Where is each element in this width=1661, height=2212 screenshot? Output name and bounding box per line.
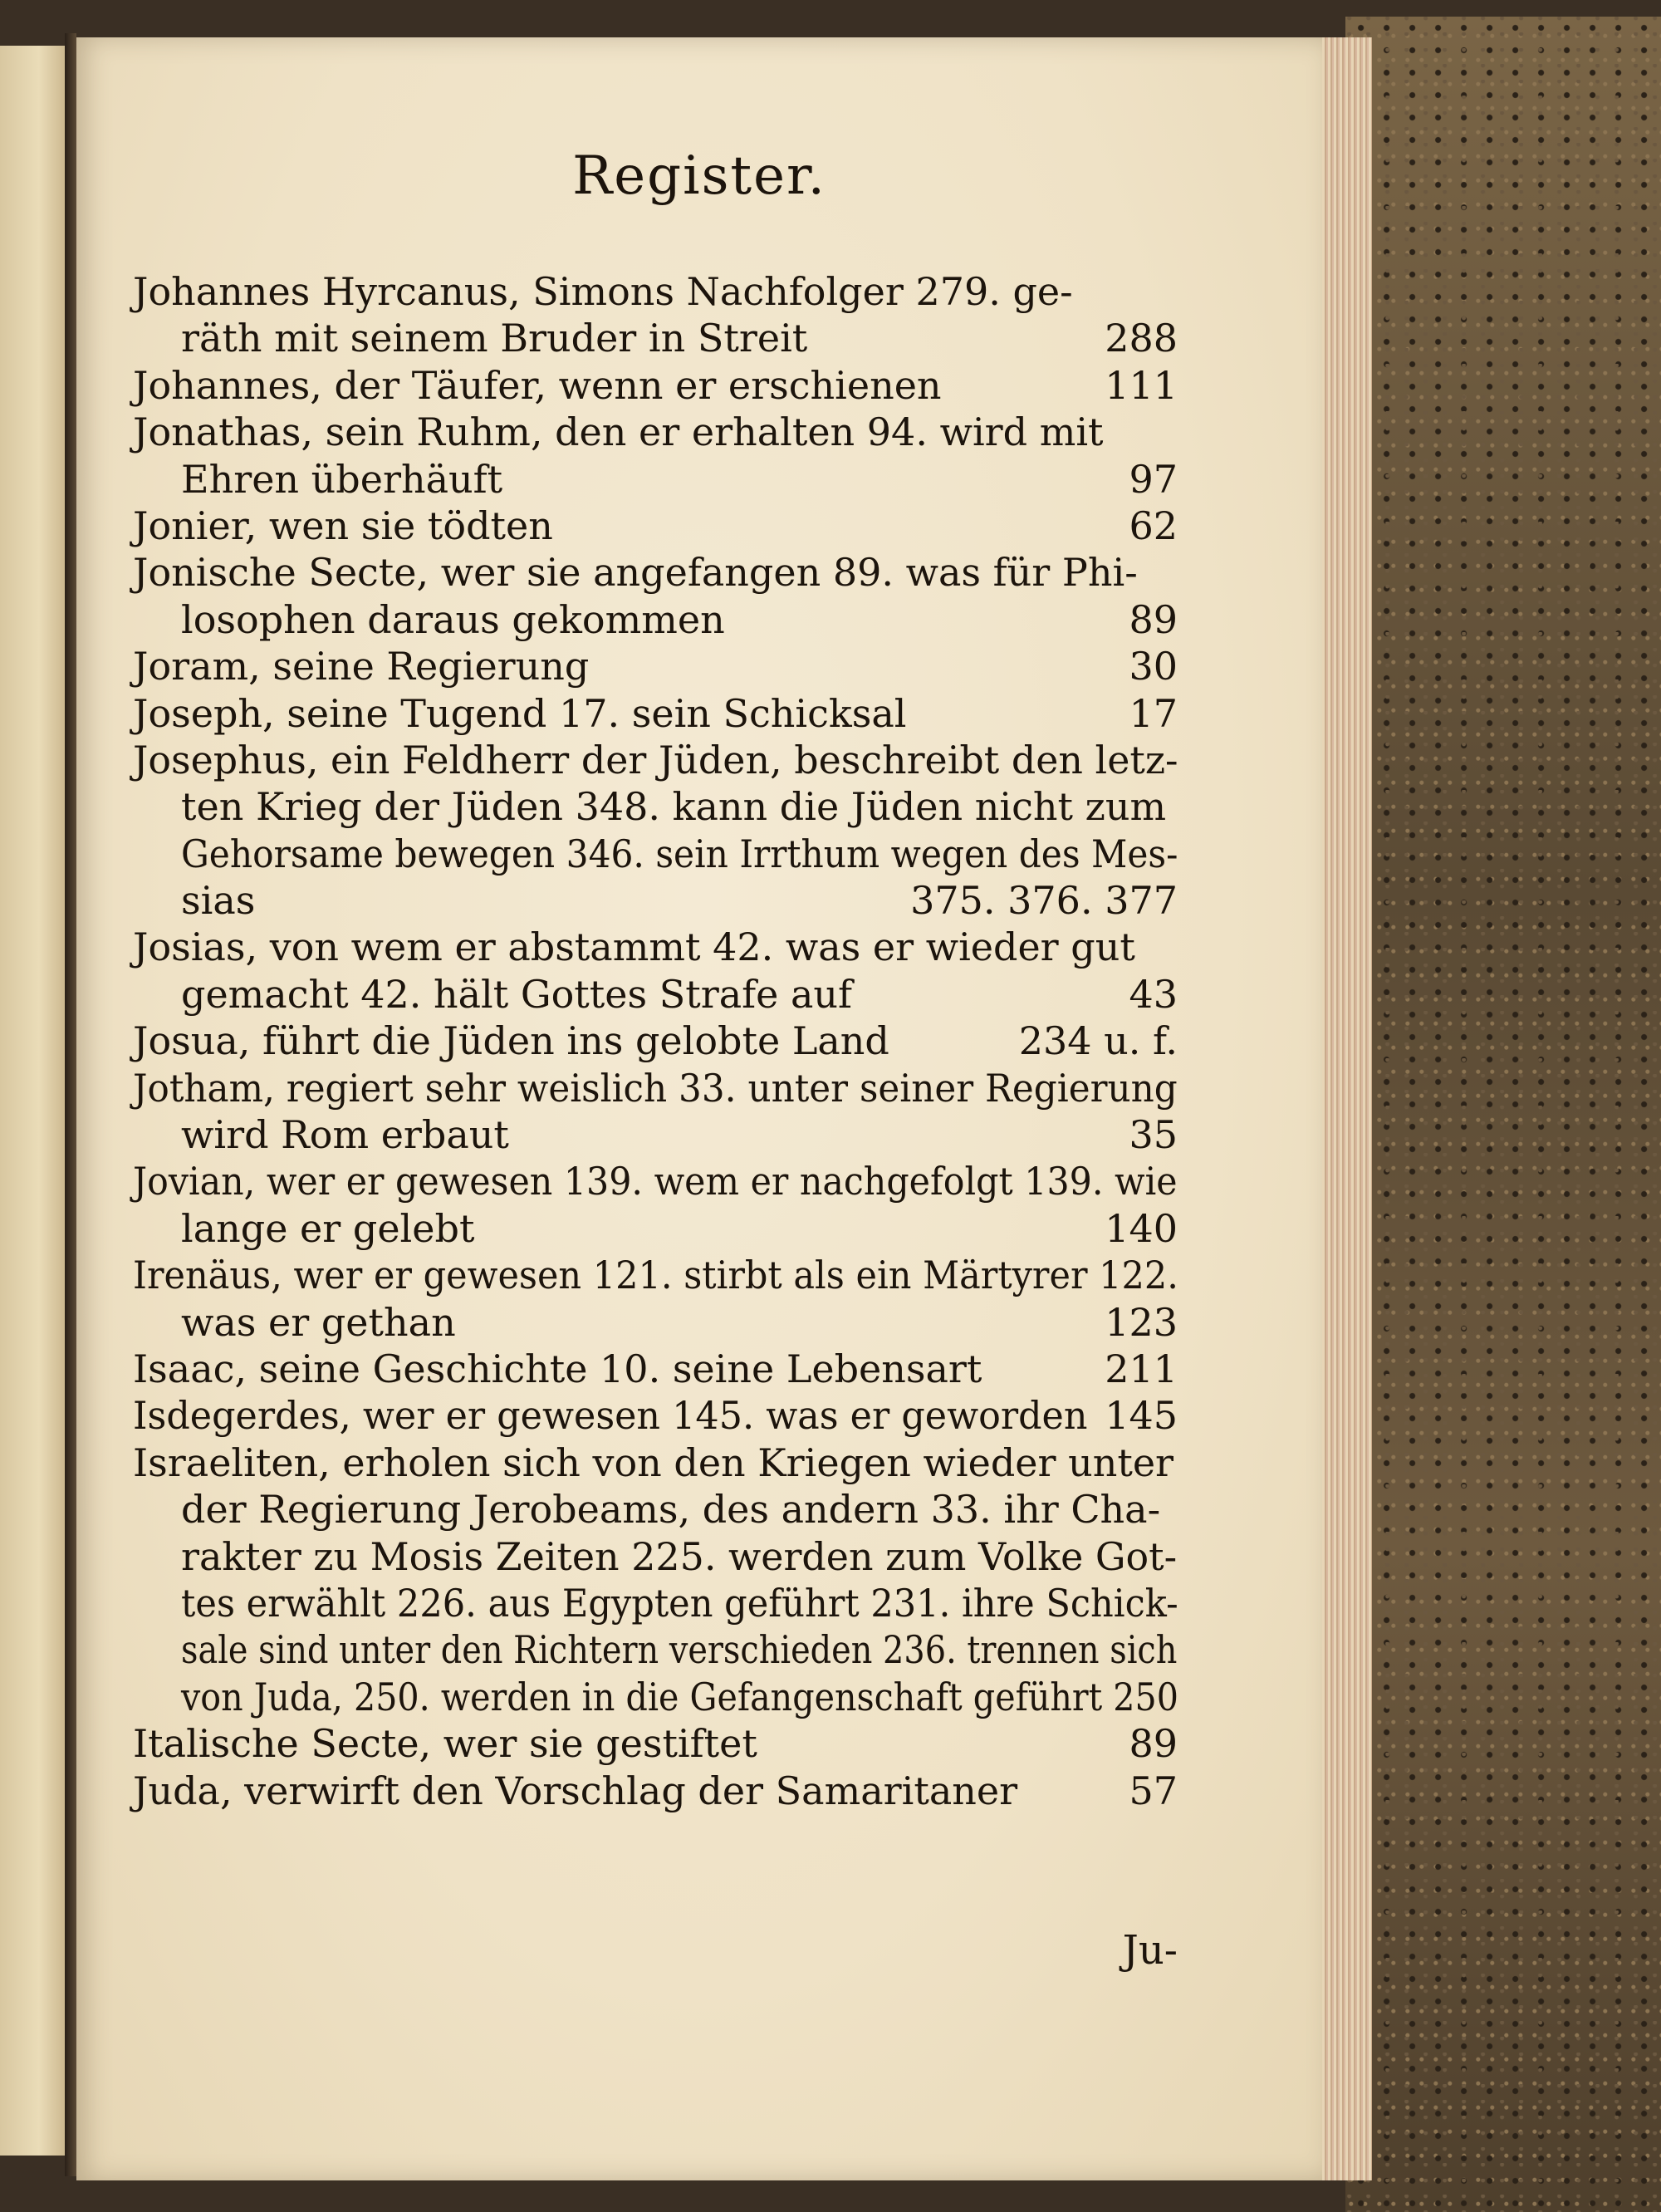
page-reference: 234 u. f. <box>1018 1018 1178 1064</box>
entry-text: Josias, von wem er abstammt 42. was er wieder gut <box>133 925 1135 970</box>
register-line <box>133 1252 1178 1298</box>
entry-text: Isdegerdes, wer er gewesen 145. was er geworden <box>133 1393 1088 1439</box>
register-line <box>133 1674 1178 1720</box>
running-head: Register. <box>572 145 826 207</box>
entry-text: lange er gelebt <box>181 1205 475 1251</box>
register-line <box>133 877 1178 924</box>
entry-text: Italische Secte, wer sie gestiftet <box>133 1721 757 1767</box>
register-line <box>133 596 1178 643</box>
entry-text: Joram, seine Regierung <box>133 644 590 689</box>
entry-text: Isaac, seine Geschichte 10. seine Lebensart <box>133 1346 982 1391</box>
entry-text: Jonische Secte, wer sie angefangen 89. was für Phi- <box>133 550 1138 596</box>
register-line <box>133 1486 1178 1533</box>
page-reference: 43 <box>1129 971 1178 1017</box>
page-reference: 145 <box>1105 1393 1178 1439</box>
register-line <box>133 549 1178 596</box>
register-line <box>133 503 1178 549</box>
register-line <box>133 1626 1178 1673</box>
register-line <box>133 268 1178 315</box>
entry-text: wird Rom erbaut <box>181 1112 509 1158</box>
register-entries <box>133 268 1178 1814</box>
catchword: Ju- <box>1122 1927 1178 1974</box>
register-line <box>133 1111 1178 1158</box>
register-line <box>133 409 1178 455</box>
register-line <box>133 1018 1178 1064</box>
register-line <box>133 783 1178 830</box>
register-line <box>133 690 1178 737</box>
register-line <box>133 456 1178 503</box>
entry-text: ten Krieg der Jüden 348. kann die Jüden nicht zum <box>181 784 1167 830</box>
page-reference: 123 <box>1105 1299 1178 1345</box>
entry-text: gemacht 42. hält Gottes Strafe auf <box>181 971 853 1017</box>
register-line <box>133 1158 1178 1204</box>
register-line <box>133 1533 1178 1580</box>
register-line <box>133 831 1178 877</box>
entry-text: Juda, verwirft den Vorschlag der Samaritaner <box>133 1768 1018 1813</box>
entry-text: Irenäus, wer er gewesen 121. stirbt als ein Märtyrer 122. <box>133 1253 1178 1298</box>
register-line <box>133 1299 1178 1346</box>
register-line <box>133 1346 1178 1392</box>
register-line <box>133 1768 1178 1814</box>
entry-text: tes erwählt 226. aus Egypten geführt 231. ihre Schick- <box>181 1580 1178 1626</box>
entry-text: Josephus, ein Feldherr der Jüden, beschreibt den letz- <box>133 737 1178 782</box>
page-reference: 211 <box>1105 1346 1178 1391</box>
page-edges <box>1320 37 1372 2180</box>
register-line <box>133 1580 1178 1626</box>
entry-text: Jotham, regiert sehr weislich 33. unter seiner Regierung <box>133 1065 1178 1111</box>
marbled-cover <box>1345 17 1661 2212</box>
entry-text: Johannes Hyrcanus, Simons Nachfolger 279. ge- <box>133 269 1073 314</box>
entry-text: Jonathas, sein Ruhm, den er erhalten 94. wird mit <box>133 410 1104 455</box>
entry-text: Gehorsame bewegen 346. sein Irrthum wegen des Mes- <box>181 831 1178 876</box>
register-line <box>133 1205 1178 1252</box>
page-reference: 62 <box>1129 503 1178 548</box>
entry-text: Israeliten, erholen sich von den Kriegen wieder unter <box>133 1440 1174 1485</box>
entry-text: von Juda, 250. werden in die Gefangenschaft geführt 250 <box>181 1674 1178 1719</box>
register-line <box>133 1440 1178 1486</box>
register-line <box>133 924 1178 970</box>
page-reference: 89 <box>1129 1721 1178 1767</box>
register-line <box>133 737 1178 783</box>
entry-text: Jonier, wen sie tödten <box>133 503 553 548</box>
entry-text: losophen daraus gekommen <box>181 596 725 642</box>
page-reference: 17 <box>1129 690 1178 736</box>
page-reference: 35 <box>1129 1112 1178 1158</box>
previous-page-edge <box>0 46 67 2156</box>
page-reference: 375. 376. 377 <box>910 878 1178 924</box>
page-reference: 111 <box>1105 362 1178 408</box>
book-gutter <box>65 33 76 2176</box>
entry-text: der Regierung Jerobeams, des andern 33. ihr Cha- <box>181 1487 1161 1533</box>
entry-text: rakter zu Mosis Zeiten 225. werden zum Volke Got- <box>181 1533 1178 1579</box>
entry-text: Jovian, wer er gewesen 139. wem er nachgefolgt 139. wie <box>133 1159 1178 1204</box>
register-line <box>133 315 1178 361</box>
page-reference: 57 <box>1129 1768 1178 1813</box>
book-page <box>76 37 1322 2180</box>
page-reference: 288 <box>1105 316 1178 361</box>
entry-text: räth mit seinem Bruder in Streit <box>181 316 808 361</box>
entry-text: Johannes, der Täufer, wenn er erschienen <box>133 362 942 408</box>
entry-text: Joseph, seine Tugend 17. sein Schicksal <box>133 690 907 736</box>
entry-text: was er gethan <box>181 1299 456 1345</box>
page-reference: 89 <box>1129 596 1178 642</box>
register-line <box>133 643 1178 689</box>
register-line <box>133 1392 1178 1439</box>
entry-text: sias <box>181 878 256 924</box>
register-line <box>133 971 1178 1018</box>
register-line <box>133 1065 1178 1111</box>
page-reference: 97 <box>1129 456 1178 502</box>
entry-text: Josua, führt die Jüden ins gelobte Land <box>133 1018 889 1064</box>
page-reference: 30 <box>1129 644 1178 689</box>
entry-text: Ehren überhäuft <box>181 456 503 502</box>
register-line <box>133 1720 1178 1767</box>
page-reference: 140 <box>1105 1205 1178 1251</box>
register-line <box>133 362 1178 409</box>
entry-text: sale sind unter den Richtern verschieden 236. trennen sich <box>181 1627 1178 1673</box>
